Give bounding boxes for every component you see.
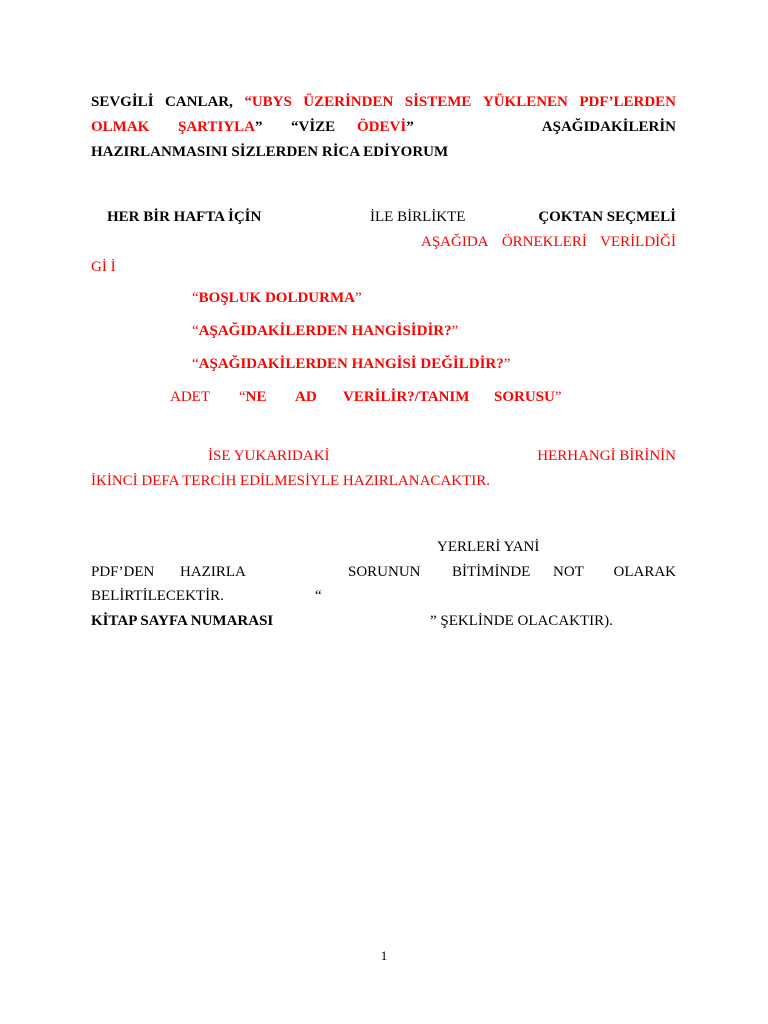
intro-word: CANLAR, bbox=[164, 94, 233, 110]
type-word: “NE bbox=[239, 389, 267, 405]
intro-word: SEVGİLİ bbox=[91, 94, 154, 110]
source-word: PDF’DEN bbox=[91, 564, 155, 580]
intro-word: YÜKLENEN bbox=[482, 94, 568, 110]
intro-word: ÖDEVİ” bbox=[357, 119, 414, 135]
source-word: NOT bbox=[553, 564, 584, 580]
week-left-text: HER BİR HAFTA İÇİN bbox=[107, 209, 262, 225]
fifth-right-text: HERHANGİ BİRİNİN bbox=[537, 448, 676, 464]
week-line-3: Gİ İ bbox=[91, 259, 116, 275]
source-word: OLARAK bbox=[613, 564, 676, 580]
source-quote: “ bbox=[315, 588, 322, 604]
intro-word: ÜZERİNDEN bbox=[303, 94, 394, 110]
type-word: AD bbox=[295, 389, 317, 405]
type-hangisidir: “AŞAĞIDAKİLERDEN HANGİSİDİR?” bbox=[192, 323, 459, 339]
type-word: VERİLİR?/TANIM bbox=[343, 389, 470, 405]
week-right-text: ÇOKTAN SEÇMELİ bbox=[538, 209, 676, 225]
source-ending-text: ” ŞEKLİNDE OLACAKTIR). bbox=[430, 613, 613, 629]
adet-word: ADET bbox=[170, 389, 210, 405]
type-word: SORUSU” bbox=[494, 389, 562, 405]
source-text: BELİRTİLECEKTİR. bbox=[91, 588, 224, 604]
intro-word: ŞARTIYLA” bbox=[178, 119, 263, 135]
source-word: SORUNUN bbox=[348, 564, 421, 580]
intro-word: SİSTEME bbox=[404, 94, 472, 110]
intro-word: AŞAĞIDAKİLERİN bbox=[541, 119, 676, 135]
intro-line-3: HAZIRLANMASINI SİZLERDEN RİCA EDİYORUM bbox=[91, 144, 449, 160]
source-word: HAZIRLA bbox=[180, 564, 246, 580]
intro-word: “VİZE bbox=[291, 119, 336, 135]
examples-word: VERİLDİĞİ bbox=[600, 234, 676, 250]
intro-word: OLMAK bbox=[91, 119, 150, 135]
week-line-2 bbox=[421, 233, 676, 251]
intro-word: “UBYS bbox=[244, 94, 292, 110]
page-number: 1 bbox=[380, 948, 388, 963]
type-hangisi-degildir: “AŞAĞIDAKİLERDEN HANGİSİ DEĞİLDİR?” bbox=[192, 356, 511, 372]
source-word: BİTİMİNDE bbox=[452, 564, 531, 580]
source-line-1: YERLERİ YANİ bbox=[437, 539, 540, 555]
kitap-sayfa-text: KİTAP SAYFA NUMARASI bbox=[91, 613, 274, 629]
examples-word: ÖRNEKLERİ bbox=[501, 234, 587, 250]
intro-line-1 bbox=[91, 93, 676, 111]
examples-word: AŞAĞIDA bbox=[421, 234, 489, 250]
type-bosluk-doldurma: “BOŞLUK DOLDURMA” bbox=[192, 290, 362, 306]
intro-word: PDF’LERDEN bbox=[579, 94, 676, 110]
fifth-line-2: İKİNCİ DEFA TERCİH EDİLMESİYLE HAZIRLANACAKTIR. bbox=[91, 473, 490, 489]
fifth-left-text: İSE YUKARIDAKİ bbox=[208, 448, 330, 464]
week-middle-text: İLE BİRLİKTE bbox=[370, 209, 466, 225]
